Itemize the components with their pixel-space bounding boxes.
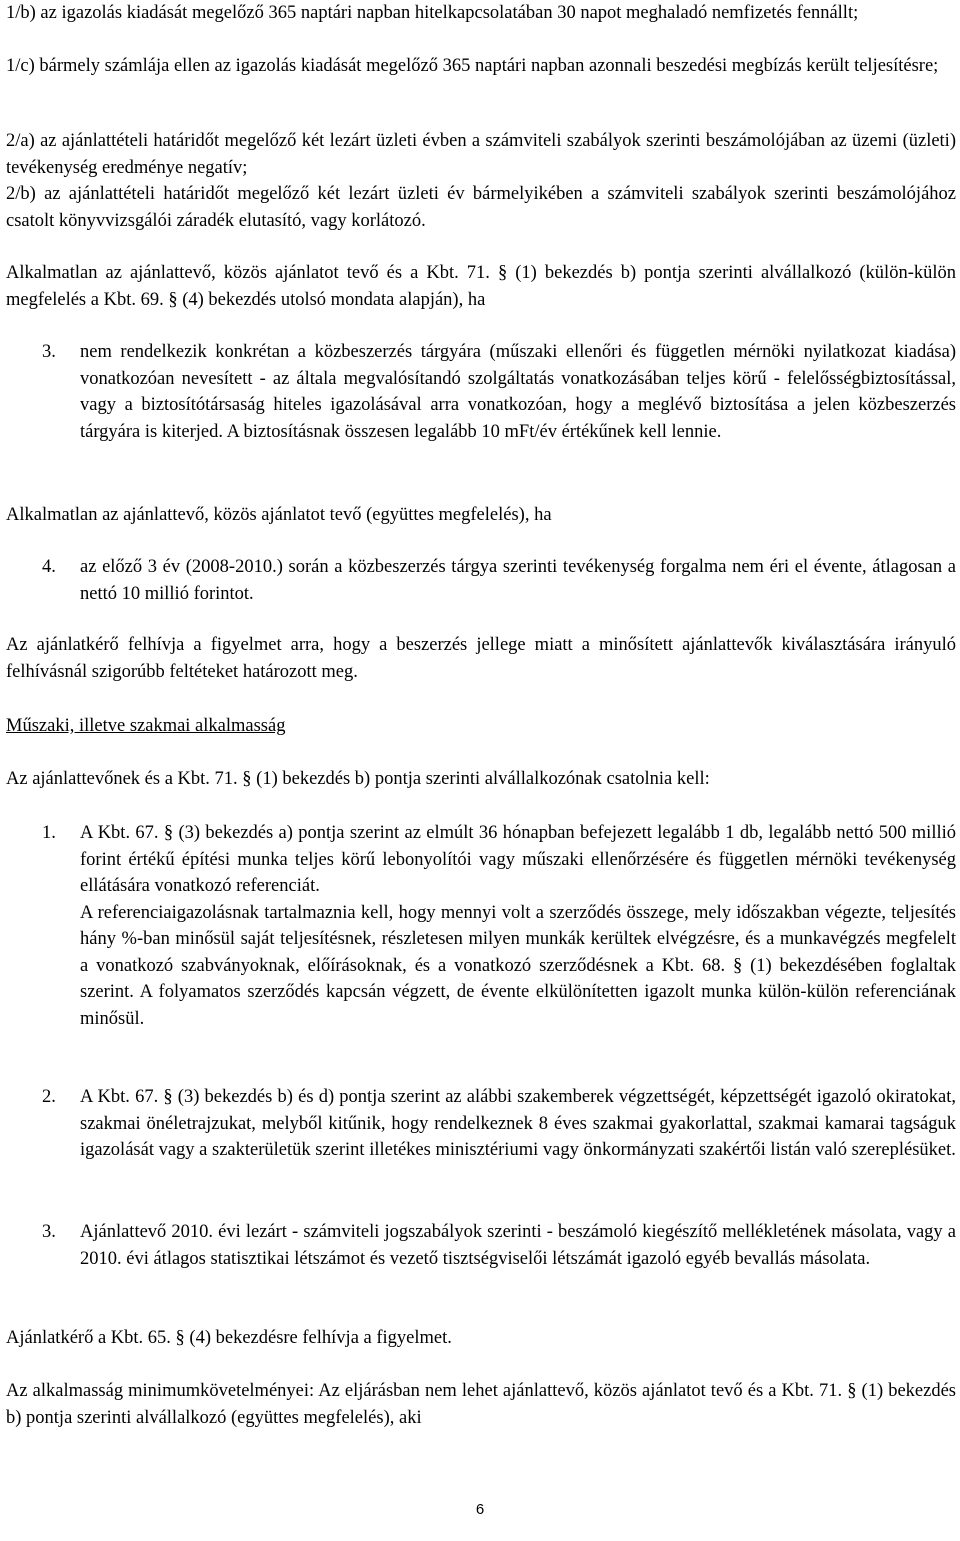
paragraph-figyelmet: Ajánlatkérő a Kbt. 65. § (4) bekezdésre felhívja a figyelmet. [6,1328,452,1348]
paragraph-csatolnia: Az ajánlattevőnek és a Kbt. 71. § (1) bekezdés b) pontja szerinti alvállalkozónak csatolnia kell: [6,769,710,789]
item-1b: 1/b) az igazolás kiadását megelőző 365 naptári napban hitelkapcsolatában 30 napot meghaladó nemfizetés fennállt; [6,3,859,23]
paragraph-alkalmatlan-1: Alkalmatlan az ajánlattevő, közös ajánlatot tevő és a Kbt. 71. § (1) bekezdés b) pontja szerinti alvállalkozó (külön-külön megfelelés a Kbt. 69. § (4) bekezdés utolsó mondata alapján), ha [6,263,956,310]
item-number: 3. [42,342,56,362]
paragraph-minimumkovetelmenyek: Az alkalmasság minimumkövetelményei: Az eljárásban nem lehet ajánlattevő, közös ajánlatot tevő és a Kbt. 71. § (1) bekezdés b) pontja szerinti alvállalkozó (együttes megfelelés), aki [6,1381,956,1428]
item-number: 1. [42,823,56,843]
item-number: 3. [42,1222,56,1242]
heading-text: Műszaki, illetve szakmai alkalmasság [6,716,286,736]
item-text-continued: A referenciaigazolásnak tartalmaznia kell, hogy mennyi volt a szerződés összege, mely időszakban végezte, teljesítés hány %-ban minősül saját teljesítésnek, részletesen milyen munkák kerültek elvégzésre, és a munkavégzés megfelelt a vonatkozó szabványoknak, előírásoknak, és a vonatkozó szerződésnek a Kbt. 68. § (1) bekezdésében foglaltak szerint. A folyamatos szerződés kapcsán végzett, de évente elkülönítetten igazolt munka külön-külön referenciának minősül. [80,902,956,1029]
paragraph-alkalmatlan-2: Alkalmatlan az ajánlattevő, közös ajánlatot tevő (együttes megfelelés), ha [6,505,552,525]
item-1c: 1/c) bármely számlája ellen az igazolás kiadását megelőző 365 naptári napban azonnali beszedési megbízás került teljesítésre; [6,56,939,76]
paragraph-felhivas: Az ajánlatkérő felhívja a figyelmet arra, hogy a beszerzés jellege miatt a minősített ajánlattevők kiválasztására irányuló felhívásnál szigorúbb feltéteket határozott meg. [6,635,956,682]
item-text: A Kbt. 67. § (3) bekezdés b) és d) pontja szerint az alábbi szakemberek végzettségét, képzettségét igazoló okiratokat, szakmai önéletrajzukat, melyből kitűnik, hogy rendelkeznek 8 éves szakmai gyakorlattal, szakmai kamarai tagságuk igazolását vagy a szakterületük szerint illetékes minisztériumi vagy önkormányzati szakértői listán való szereplésüket. [80,1087,956,1160]
list-item-2 [42,1084,956,1164]
item-text: A Kbt. 67. § (3) bekezdés a) pontja szerint az elmúlt 36 hónapban befejezett legalább 1 db, legalább nettó 500 millió forint értékű építési munka teljes körű lebonyolítói vagy műszaki ellenőrzésére és független mérnöki tevékenység ellátására vonatkozó referenciát. [80,823,956,896]
section-heading [6,713,956,740]
item-text: Ajánlattevő 2010. évi lezárt - számviteli jogszabályok szerinti - beszámoló kiegészítő mellékletének másolata, vagy a 2010. évi átlagos statisztikai létszámot és vezető tisztségviselői létszámát igazoló egyéb bevallás másolata. [80,1222,956,1269]
item-text: az előző 3 év (2008-2010.) során a közbeszerzés tárgya szerinti tevékenység forgalma nem éri el évente, átlagosan a nettó 10 millió forintot. [80,557,956,604]
list-item-3 [42,1219,956,1272]
numbered-item-4 [42,554,956,607]
page-number: 6 [475,1501,485,1518]
item-2b: 2/b) az ajánlattételi határidőt megelőző két lezárt üzleti év bármelyikében a számviteli szabályok szerinti beszámolójához csatolt könyvvizsgálói záradék elutasító, vagy korlátozó. [6,184,956,231]
list-item-1 [42,820,956,1032]
item-2a: 2/a) az ajánlattételi határidőt megelőző két lezárt üzleti évben a számviteli szabályok szerinti beszámolójában az üzemi (üzleti) tevékenység eredménye negatív; [6,131,956,178]
numbered-item-3 [42,339,956,445]
item-number: 4. [42,557,56,577]
item-text: nem rendelkezik konkrétan a közbeszerzés tárgyára (műszaki ellenőri és független mérnöki nyilatkozat kiadása) vonatkozóan nevesített - az általa megvalósítandó szolgáltatás vonatkozásában teljes körű - felelősségbiztosítással, vagy a biztosítótársaság hiteles igazolásával arra vonatkozóan, hogy a meglévő biztosítása a jelen közbeszerzés tárgyára is kiterjed. A biztosításnak összesen legalább 10 mFt/év értékűnek kell lennie. [80,342,956,442]
item-number: 2. [42,1087,56,1107]
